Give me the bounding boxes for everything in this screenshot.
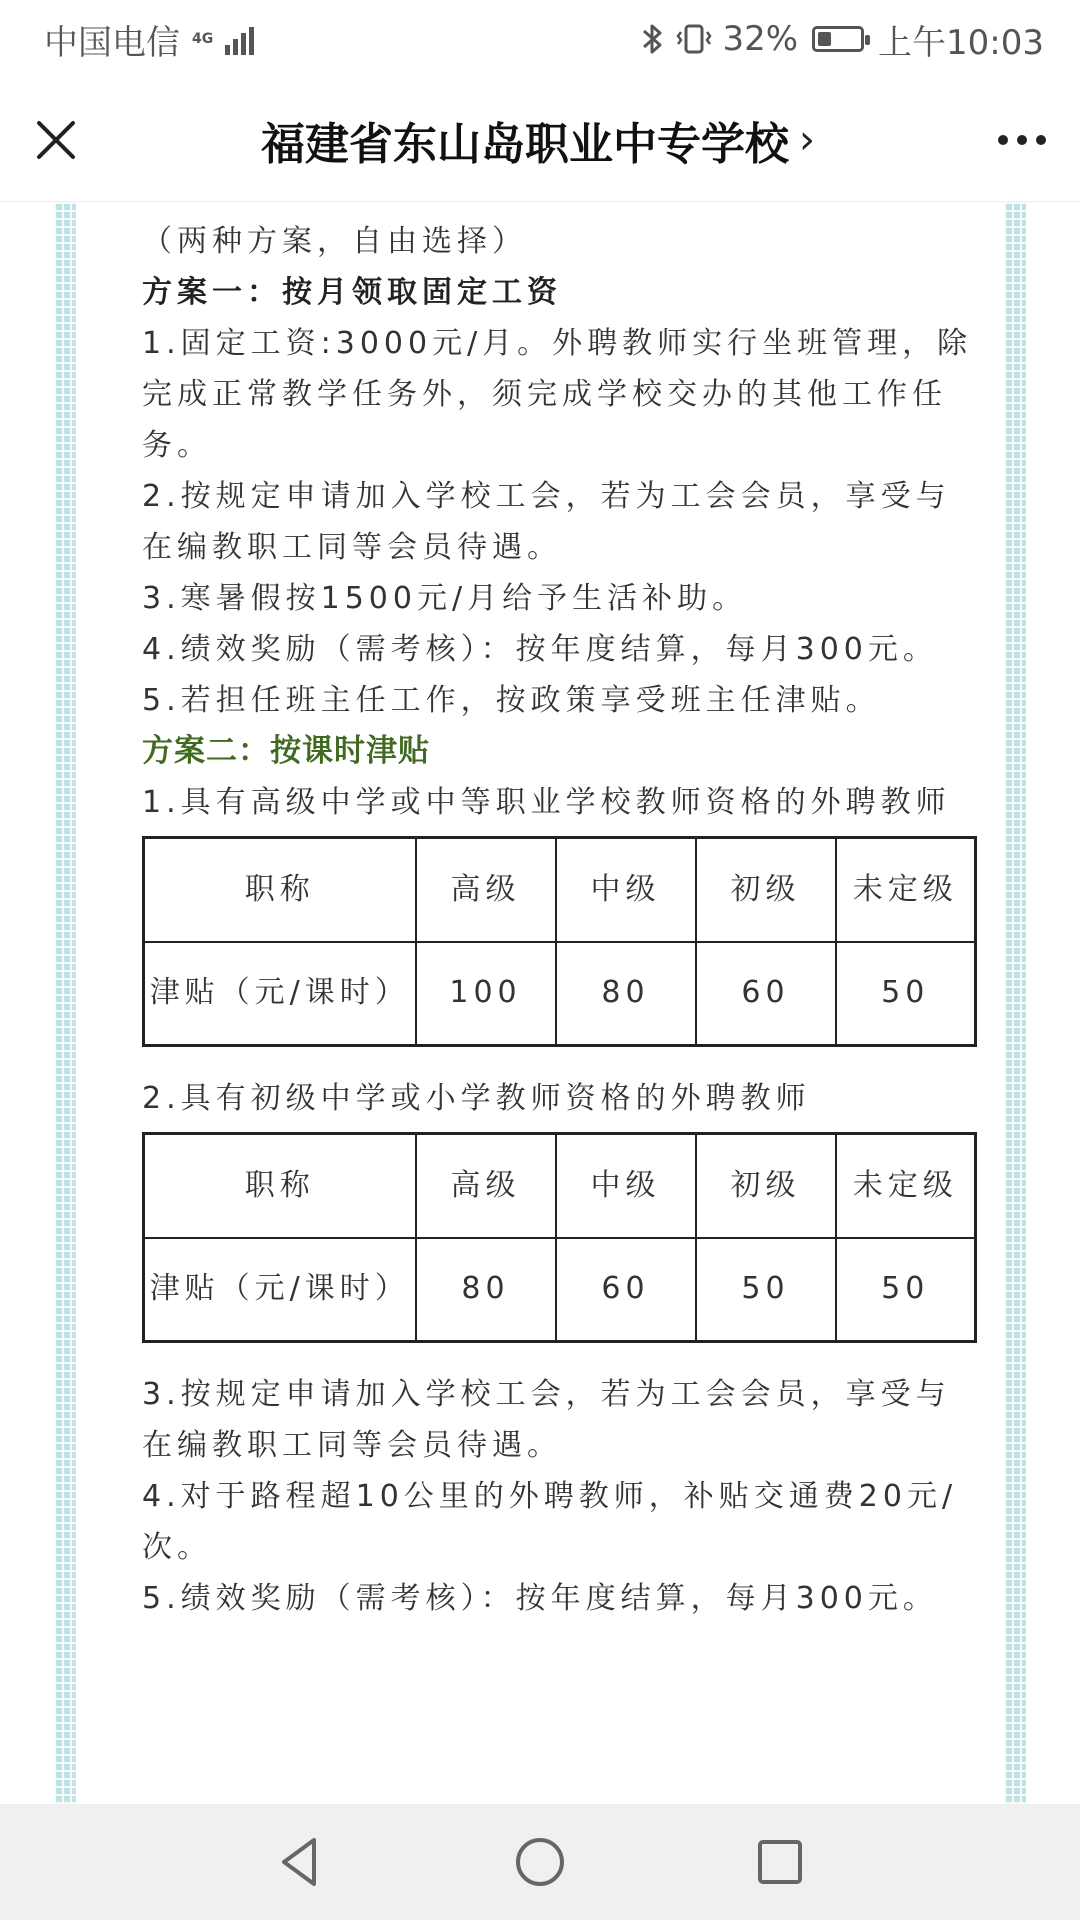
page-title: 福建省东山岛职业中专学校 xyxy=(261,118,789,170)
system-nav-bar xyxy=(0,1804,1080,1920)
table-header-row xyxy=(144,838,976,942)
battery-percent: 32% xyxy=(722,19,799,59)
table-cell: 职称 xyxy=(144,1134,416,1238)
table-cell: 未定级 xyxy=(836,838,976,942)
table-cell: 初级 xyxy=(696,1134,836,1238)
plan1-item: 1.固定工资:3000元/月。外聘教师实行坐班管理，除完成正常教学任务外，须完成学校交办的其他工作任务。 xyxy=(142,326,973,463)
home-circle-icon[interactable] xyxy=(505,1827,575,1897)
vibrate-icon xyxy=(674,22,714,56)
plan2-item: 2.具有初级中学或小学教师资格的外聘教师 xyxy=(142,1081,811,1116)
plan1-item: 3.寒暑假按1500元/月给予生活补助。 xyxy=(142,581,748,616)
table-cell: 津贴（元/课时） xyxy=(144,1238,416,1342)
table-cell: 60 xyxy=(696,942,836,1046)
table-cell: 初级 xyxy=(696,838,836,942)
table-row xyxy=(144,1238,976,1342)
table-cell: 高级 xyxy=(416,1134,556,1238)
plan2-item: 3.按规定申请加入学校工会，若为工会会员，享受与在编教职工同等会员待遇。 xyxy=(142,1377,951,1463)
plan1-item: 4.绩效奖励（需考核）：按年度结算，每月300元。 xyxy=(142,632,938,667)
table-cell: 职称 xyxy=(144,838,416,942)
table-cell: 50 xyxy=(836,1238,976,1342)
plan2-item: 1.具有高级中学或中等职业学校教师资格的外聘教师 xyxy=(142,785,951,820)
battery-icon xyxy=(812,26,864,52)
table-cell: 中级 xyxy=(556,1134,696,1238)
table-cell: 中级 xyxy=(556,838,696,942)
plan1-item: 2.按规定申请加入学校工会，若为工会会员，享受与在编教职工同等会员待遇。 xyxy=(142,479,951,565)
table-cell: 100 xyxy=(416,942,556,1046)
article-content[interactable] xyxy=(0,202,1080,1804)
table-cell: 津贴（元/课时） xyxy=(144,942,416,1046)
more-icon[interactable] xyxy=(998,125,1046,155)
allowance-table-2 xyxy=(142,1132,977,1343)
clock: 上午10:03 xyxy=(878,22,1044,63)
network-type-label: 4G xyxy=(192,31,214,47)
plan2-item: 4.对于路程超10公里的外聘教师，补贴交通费20元/次。 xyxy=(142,1479,958,1565)
close-icon[interactable] xyxy=(34,118,78,162)
table-row xyxy=(144,942,976,1046)
back-triangle-icon[interactable] xyxy=(265,1827,335,1897)
table-cell: 80 xyxy=(556,942,696,1046)
table-cell: 50 xyxy=(836,942,976,1046)
status-left xyxy=(44,15,254,64)
allowance-table-1 xyxy=(142,836,977,1047)
decorative-border-left xyxy=(54,202,76,1804)
plan2-heading: 方案二：按课时津贴 xyxy=(142,733,430,769)
table-cell: 高级 xyxy=(416,838,556,942)
table-cell: 50 xyxy=(696,1238,836,1342)
status-right xyxy=(640,15,1044,64)
carrier-label: 中国电信 xyxy=(44,22,180,63)
recents-square-icon[interactable] xyxy=(745,1827,815,1897)
bluetooth-icon xyxy=(640,22,666,56)
signal-icon xyxy=(225,23,254,55)
table-cell: 60 xyxy=(556,1238,696,1342)
page-title-link[interactable] xyxy=(261,108,815,172)
chevron-right-icon: › xyxy=(799,116,815,163)
table-header-row xyxy=(144,1134,976,1238)
intro-text: （两种方案，自由选择） xyxy=(142,224,527,259)
article-body xyxy=(142,216,977,1624)
table-cell: 80 xyxy=(416,1238,556,1342)
plan1-item: 5.若担任班主任工作，按政策享受班主任津贴。 xyxy=(142,683,881,718)
title-bar xyxy=(0,78,1080,202)
table-cell: 未定级 xyxy=(836,1134,976,1238)
status-bar xyxy=(0,0,1080,78)
decorative-border-right xyxy=(1004,202,1026,1804)
plan2-item: 5.绩效奖励（需考核）：按年度结算，每月300元。 xyxy=(142,1581,938,1616)
plan1-heading: 方案一：按月领取固定工资 xyxy=(142,275,562,310)
